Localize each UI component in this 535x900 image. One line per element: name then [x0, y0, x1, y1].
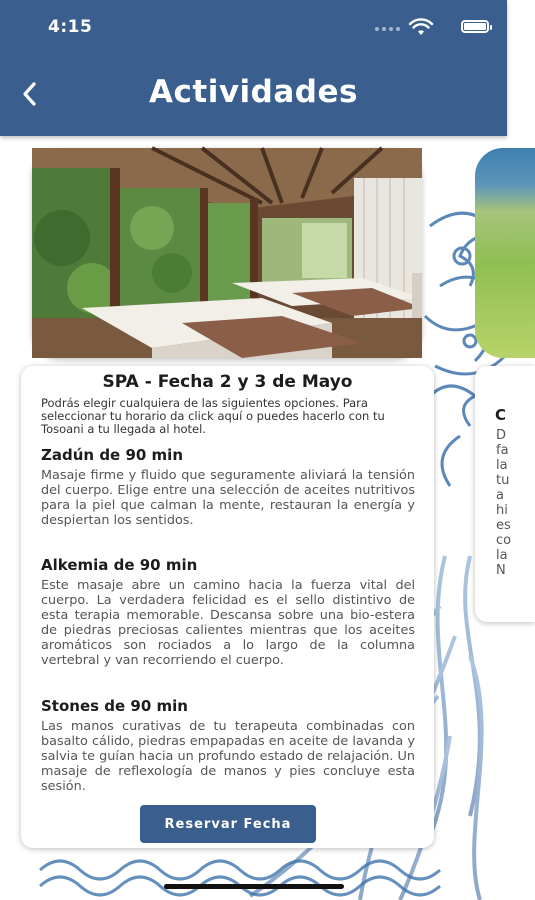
service-description: Masaje firme y fluido que seguramente aliviará la tensión del cuerpo. Elige entre una selección de aceites nutritivos para la piel que calman la mente, restauran la energía y despiertan los sentidos. [41, 468, 415, 528]
home-indicator[interactable] [164, 884, 344, 889]
next-card-title: C [495, 406, 507, 424]
next-card[interactable] [475, 366, 535, 622]
service-description: Este masaje abre un camino hacia la fuerza vital del cuerpo. La verdadera felicidad es el sello distintivo de esta terapia memorable. Descansa sobre una bio-estera de piedras preciosas calientes mientras que los aceites aromáticos son rociados a lo largo de la columna vertebral y van recorriendo el cuerpo. [41, 578, 415, 668]
spa-photo [32, 148, 422, 358]
page-title: Actividades [149, 74, 358, 110]
card-title: SPA - Fecha 2 y 3 de Mayo [102, 372, 353, 392]
next-card-photo[interactable] [475, 148, 535, 358]
service-name: Alkemia de 90 min [41, 556, 198, 574]
battery-icon [461, 20, 489, 33]
spa-card [21, 366, 434, 848]
next-card-text: D fa la tu a hi es co la N [496, 428, 512, 578]
wifi-icon [409, 19, 433, 37]
card-intro[interactable]: Podrás elegir cualquiera de las siguientes opciones. Para seleccionar tu horario da click aquí o puedes hacerlo con tu Tosoani a tu llegada al hotel. [41, 396, 385, 436]
service-name: Zadún de 90 min [41, 446, 183, 464]
status-time: 4:15 [48, 17, 93, 37]
service-name: Stones de 90 min [41, 697, 188, 715]
spa-room-image [32, 148, 422, 358]
service-description: Las manos curativas de tu terapeuta combinadas con basalto cálido, piedras empapadas en aceite de lavanda y salvia te guían hacia un profundo estado de relajación. Un masaje de reflexología de manos y pies concluye esta sesión. [41, 719, 415, 794]
reserve-date-button[interactable]: Reservar Fecha [140, 805, 316, 843]
app-header [0, 0, 507, 136]
status-icons [359, 18, 489, 38]
signal-dots-icon [375, 27, 401, 31]
